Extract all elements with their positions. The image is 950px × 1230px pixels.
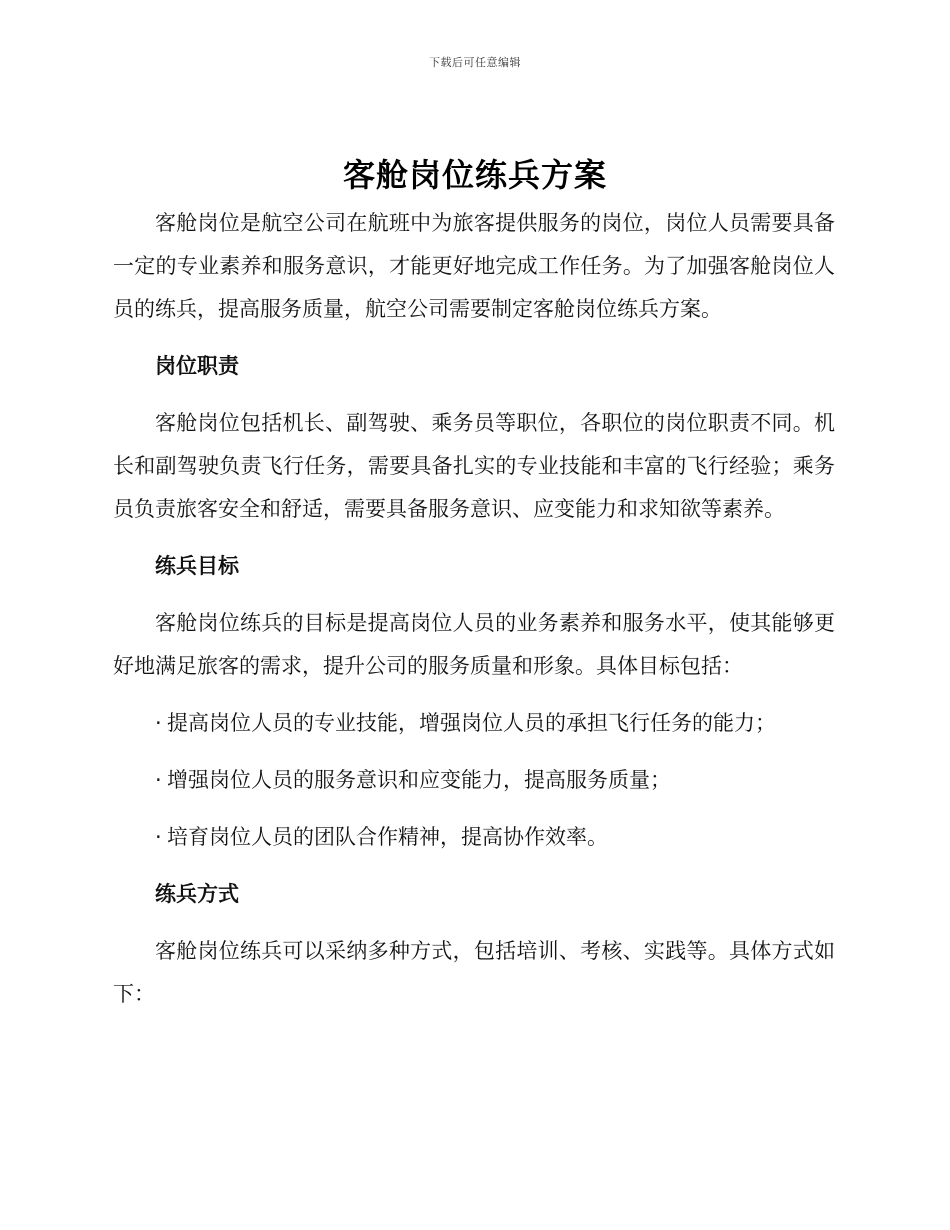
list-item-text: 提高岗位人员的专业技能，增强岗位人员的承担飞行任务的能力； (167, 711, 776, 735)
list-item (155, 816, 835, 859)
list-item-text: 增强岗位人员的服务意识和应变能力，提高服务质量； (167, 768, 671, 792)
section-heading-duties: 岗位职责 (155, 354, 239, 378)
section-heading-methods: 练兵方式 (155, 882, 239, 906)
goals-bullet-list (113, 702, 835, 859)
section-paragraph-goals: 客舱岗位练兵的目标是提高岗位人员的业务素养和服务水平，使其能够更好地满足旅客的需求，提升公司的服务质量和形象。具体目标包括： (113, 611, 835, 678)
bullet-icon: · (155, 711, 162, 735)
list-item-text: 培育岗位人员的团队合作精神，提高协作效率。 (167, 825, 608, 849)
section-paragraph-methods: 客舱岗位练兵可以采纳多种方式，包括培训、考核、实践等。具体方式如下： (113, 939, 835, 1006)
bullet-icon: · (155, 768, 162, 792)
list-item (155, 759, 835, 802)
section-heading-goals: 练兵目标 (155, 554, 239, 578)
section-paragraph-duties: 客舱岗位包括机长、副驾驶、乘务员等职位，各职位的岗位职责不同。机长和副驾驶负责飞行任务，需要具备扎实的专业技能和丰富的飞行经验；乘务员负责旅客安全和舒适，需要具备服务意识、应变能力和求知欲等素养。 (113, 411, 835, 521)
list-item (155, 702, 835, 745)
document-body (113, 202, 835, 1030)
bullet-icon: · (155, 825, 162, 849)
intro-paragraph: 客舱岗位是航空公司在航班中为旅客提供服务的岗位，岗位人员需要具备一定的专业素养和服务意识，才能更好地完成工作任务。为了加强客舱岗位人员的练兵，提高服务质量，航空公司需要制定客舱岗位练兵方案。 (113, 211, 835, 321)
document-title: 客舱岗位练兵方案 (342, 156, 607, 194)
header-note: 下载后可任意编辑 (429, 56, 521, 69)
